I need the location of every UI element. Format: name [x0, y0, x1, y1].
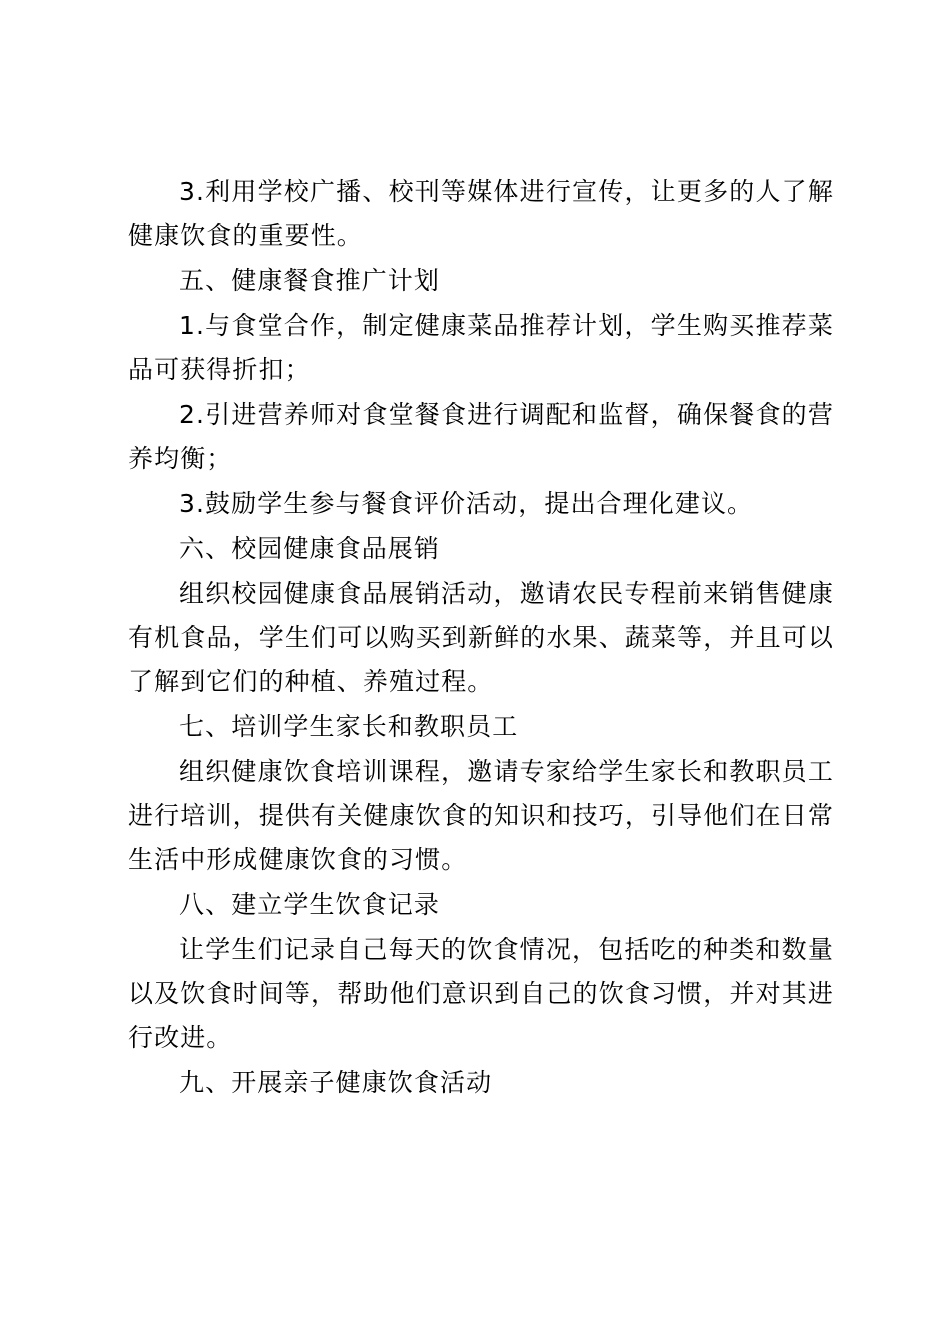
paragraph-training: 组织健康饮食培训课程，邀请专家给学生家长和教职员工进行培训，提供有关健康饮食的知识和技巧，引导他们在日常生活中形成健康饮食的习惯。: [128, 757, 834, 874]
section-heading-training: 七、培训学生家长和教职员工: [179, 712, 519, 741]
paragraph-nutritionist: 2.引进营养师对食堂餐食进行调配和监督，确保餐食的营养均衡；: [128, 400, 834, 473]
section-heading-food-exhibition: 六、校园健康食品展销: [179, 534, 441, 563]
section-heading-parent-child-activity: 九、开展亲子健康饮食活动: [179, 1068, 493, 1097]
paragraph-food-exhibition: 组织校园健康食品展销活动，邀请农民专程前来销售健康有机食品，学生们可以购买到新鲜的水果、蔬菜等，并且可以了解到它们的种植、养殖过程。: [128, 579, 834, 696]
section-heading-healthy-meal-promotion: 五、健康餐食推广计划: [179, 266, 441, 295]
document-body: [128, 170, 834, 1106]
paragraph-canteen-cooperation: 1.与食堂合作，制定健康菜品推荐计划，学生购买推荐菜品可获得折扣；: [128, 311, 834, 384]
paragraph-diet-record: 让学生们记录自己每天的饮食情况，包括吃的种类和数量以及饮食时间等，帮助他们意识到自己的饮食习惯，并对其进行改进。: [128, 935, 834, 1052]
paragraph-media-publicity: 3.利用学校广播、校刊等媒体进行宣传，让更多的人了解健康饮食的重要性。: [128, 177, 834, 250]
paragraph-meal-evaluation: 3.鼓励学生参与餐食评价活动，提出合理化建议。: [179, 489, 754, 518]
section-heading-diet-record: 八、建立学生饮食记录: [179, 890, 441, 919]
